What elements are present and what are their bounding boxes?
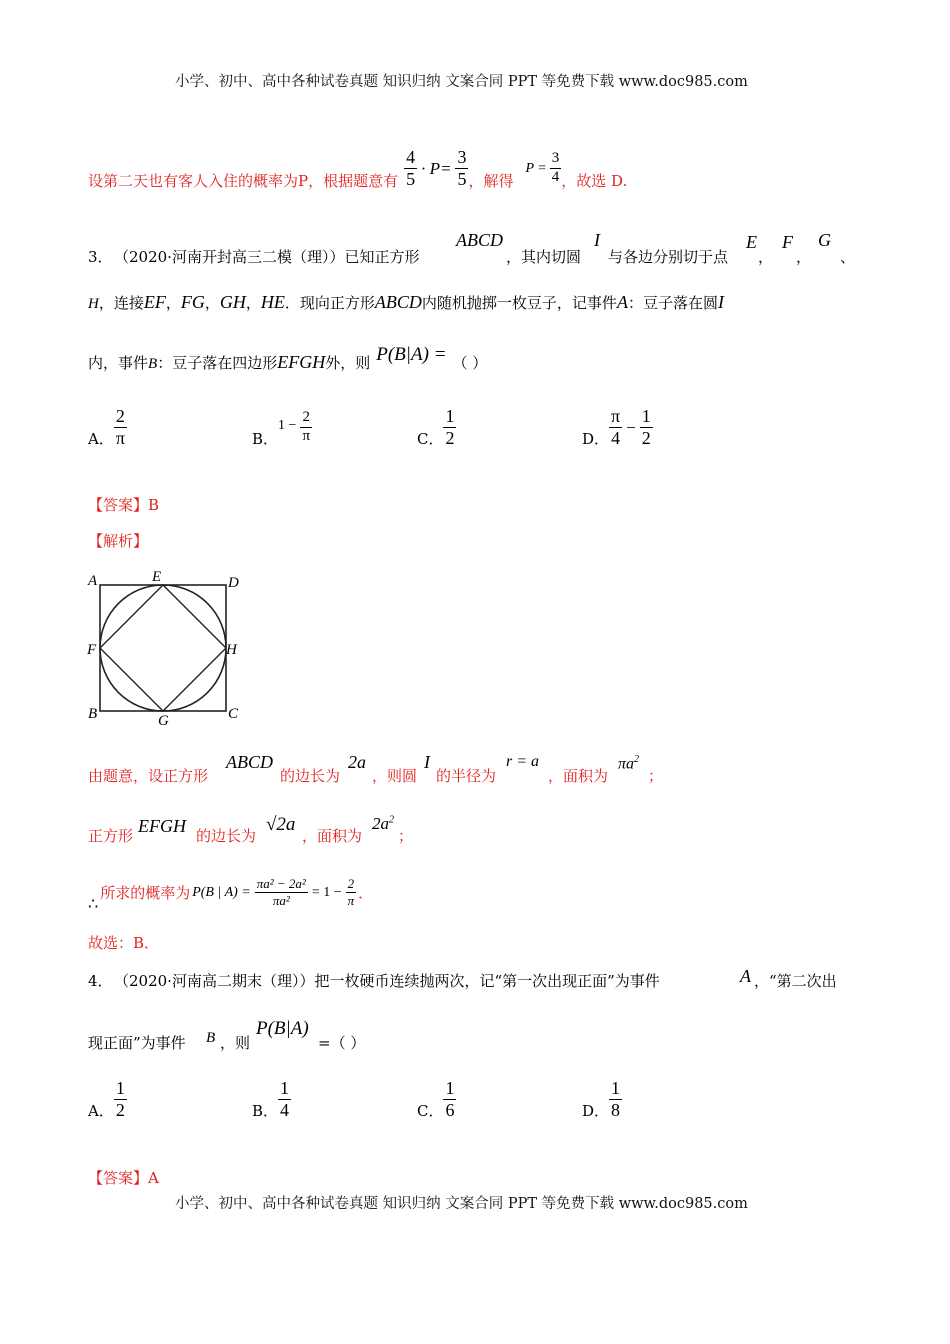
fraction-denominator: πa²: [272, 893, 290, 908]
fraction-denominator: π: [302, 428, 311, 444]
fraction-denominator: 2: [445, 428, 455, 448]
fraction-denominator: 6: [445, 1100, 455, 1120]
probability-fraction: [255, 877, 308, 907]
math-abcd: ABCD: [374, 292, 422, 312]
sol-text: ；: [648, 767, 664, 785]
math-g: G: [818, 230, 831, 250]
fraction-denominator: π: [347, 893, 355, 908]
therefore-symbol: ∴: [88, 894, 99, 913]
math-a: A: [740, 966, 751, 986]
math-gh: GH: [219, 292, 246, 312]
label-a: A: [88, 573, 98, 589]
sol-text: 所求的概率为: [100, 884, 191, 902]
option-label: B．: [252, 1102, 279, 1120]
option-fraction: [609, 407, 622, 448]
q3-conclusion: 故选：B．: [88, 934, 160, 952]
fraction-denominator: 4: [551, 169, 560, 185]
sol-text: 的边长为: [196, 827, 257, 845]
sol-text: ，面积为: [548, 767, 609, 785]
sol-text: ，面积为: [302, 827, 363, 845]
q3-text: ．现向正方形: [284, 294, 375, 312]
sol-text: ．: [358, 884, 374, 902]
q3-text: ：豆子落在四边形: [157, 354, 278, 372]
q3-line3: [88, 344, 488, 374]
label-h: H: [226, 642, 237, 658]
q4-option-a: [88, 1078, 127, 1121]
fraction-denominator: 2: [641, 428, 651, 448]
q3-option-c: [417, 406, 456, 449]
math-fg: FG: [180, 292, 205, 312]
option-fraction: [300, 410, 312, 445]
q3-text: ，连接: [98, 294, 144, 312]
math-a: A: [616, 292, 628, 312]
option-fraction: [443, 1079, 456, 1120]
q3-option-b: [252, 406, 312, 449]
fraction-denominator: 4: [611, 428, 621, 448]
fraction-numerator: π: [611, 406, 621, 427]
option-label: A．: [88, 430, 114, 448]
q4-text: =（ ）: [318, 1034, 366, 1052]
math-p-b-given-a: P(B|A) =: [376, 344, 447, 365]
q3-line2: [88, 292, 724, 313]
option-label: C．: [417, 430, 444, 448]
math-h: H: [88, 296, 99, 312]
fraction-denominator: 2: [115, 1100, 125, 1120]
label-f: F: [87, 642, 97, 658]
question-number: 3．: [88, 248, 113, 266]
two-over-pi: [346, 877, 357, 907]
q2-solution-mid: ，解得: [468, 172, 514, 190]
fraction-denominator: 5: [457, 169, 467, 189]
math-2a-sq: [372, 814, 394, 834]
fraction-3-5: [455, 148, 468, 189]
math-r-eq-a: r = a: [506, 753, 540, 770]
fraction-numerator: 1: [445, 406, 455, 427]
math-he: HE: [260, 292, 285, 312]
q3-solution-line3: [88, 872, 373, 913]
fraction-denominator: 4: [280, 1100, 290, 1120]
math-i: I: [424, 752, 430, 772]
option-label: D．: [582, 1102, 610, 1120]
fraction-4-5: [404, 148, 417, 189]
q3-text: 与各边分别切于点: [608, 248, 729, 266]
q3-analysis-tag: 【解析】: [88, 532, 149, 550]
q3-text: ，: [796, 248, 812, 266]
math-e: E: [746, 232, 757, 252]
q3-text: 外，则: [325, 354, 371, 372]
q3-text: ，: [245, 294, 261, 312]
option-fraction: [640, 407, 653, 448]
q4-option-b: [252, 1078, 291, 1121]
math-i: I: [594, 230, 600, 250]
math-efgh: EFGH: [138, 816, 186, 836]
equals-one-minus: = 1 −: [311, 884, 342, 900]
q3-text: ，: [165, 294, 181, 312]
math-f: F: [782, 232, 793, 252]
q3-text: ，: [758, 248, 774, 266]
fraction-numerator: 1: [115, 1078, 125, 1099]
math-base: 2a: [372, 814, 389, 833]
math-efgh: EFGH: [277, 352, 326, 372]
square-incircle-figure: [85, 568, 250, 728]
q3-text: ：豆子落在圆: [627, 294, 718, 312]
q2-solution: [88, 146, 627, 191]
option-label: D．: [582, 430, 610, 448]
q4-answer: 【答案】A: [88, 1169, 159, 1187]
q3-option-d: [582, 406, 653, 449]
fraction-3-4: [550, 151, 562, 186]
math-b: B: [148, 356, 158, 372]
fraction-numerator: 1: [280, 1078, 290, 1099]
q4-text: （2020·河南高二期末（理））把一枚硬币连续抛两次，记“第一次出现正面”为事件: [114, 972, 660, 990]
fraction-numerator: 1: [641, 406, 651, 427]
label-b: B: [88, 706, 98, 722]
fraction-numerator: 2: [115, 406, 125, 427]
q4-text: ，则: [220, 1034, 251, 1052]
math-abcd: ABCD: [226, 752, 273, 772]
label-e: E: [152, 569, 162, 585]
q2-solution-lead: 设第二天也有客人入住的概率为P，根据题意有: [88, 172, 399, 190]
fraction-denominator: π: [115, 428, 125, 448]
q3-text: 内，事件: [88, 354, 149, 372]
option-fraction: [114, 407, 127, 448]
sol-text: ；: [398, 827, 414, 845]
option-label: C．: [417, 1102, 444, 1120]
answer-paren: （ ）: [452, 354, 488, 372]
sol-text: 由题意，设正方形: [88, 767, 209, 785]
p-equals: P =: [525, 160, 547, 176]
math-base: πa: [618, 755, 635, 773]
sol-text: 正方形: [88, 827, 134, 845]
minus-sign: −: [626, 417, 636, 437]
q3-source: （2020·河南开封高三二模（理））已知正方形: [114, 248, 420, 266]
fraction-denominator: 8: [611, 1100, 621, 1120]
label-c: C: [228, 706, 239, 722]
fraction-numerator: 2: [347, 876, 355, 892]
option-prefix: 1 −: [278, 417, 297, 433]
q3-text: ，其内切圆: [506, 248, 582, 266]
fraction-numerator: 3: [457, 147, 467, 168]
q3-option-a: [88, 406, 127, 449]
math-exp: 2: [389, 814, 394, 826]
label-d: D: [228, 575, 239, 591]
fraction-numerator: 1: [611, 1078, 621, 1099]
fraction-numerator: 4: [406, 147, 416, 168]
q4-option-d: [582, 1078, 622, 1121]
option-label: A．: [88, 1102, 114, 1120]
question-number: 4．: [88, 972, 113, 990]
option-fraction: [114, 1079, 127, 1120]
page-footer: 小学、初中、高中各种试卷真题 知识归纳 文案合同 PPT 等免费下载 www.doc985.com: [175, 1196, 748, 1212]
label-g: G: [158, 713, 169, 728]
fraction-denominator: 5: [406, 169, 416, 189]
math-i: I: [717, 292, 724, 312]
option-fraction: [609, 1079, 622, 1120]
option-label: B．: [252, 430, 279, 448]
math-abcd: ABCD: [456, 230, 503, 250]
q3-text: 、: [840, 248, 856, 266]
fraction-numerator: 1: [445, 1078, 455, 1099]
incircle: [100, 585, 226, 711]
q3-text: ，: [204, 294, 220, 312]
q3-text: 内随机抛掷一枚豆子，记事件: [421, 294, 617, 312]
math-p-b-a: P(B | A) =: [192, 884, 251, 900]
math-b: B: [206, 1030, 216, 1046]
q3-answer: 【答案】B: [88, 496, 160, 514]
fraction-numerator: πa² − 2a²: [256, 876, 306, 892]
fraction-numerator: 2: [300, 410, 312, 428]
math-2a: 2a: [348, 752, 366, 772]
option-fraction: [278, 1079, 291, 1120]
q4-text: ，“第二次出: [754, 972, 837, 990]
q4-option-c: [417, 1078, 456, 1121]
fraction-numerator: 3: [550, 151, 562, 169]
math-exp: 2: [634, 754, 640, 765]
page-header: 小学、初中、高中各种试卷真题 知识归纳 文案合同 PPT 等免费下载 www.doc985.com: [175, 74, 748, 90]
sol-text: 的半径为: [436, 767, 497, 785]
math-ef: EF: [143, 292, 166, 312]
dot-p: · P=: [421, 158, 452, 178]
option-fraction: [443, 407, 456, 448]
sol-text: ，则圆: [372, 767, 418, 785]
math-sqrt2-a: √2a: [266, 814, 296, 835]
math-p-b-given-a: P(B|A): [256, 1018, 309, 1039]
q2-solution-end: ，故选 D.: [561, 172, 628, 190]
sol-text: 的边长为: [280, 767, 341, 785]
math-pi-a: [618, 754, 639, 773]
q4-text: 现正面”为事件: [88, 1034, 186, 1052]
